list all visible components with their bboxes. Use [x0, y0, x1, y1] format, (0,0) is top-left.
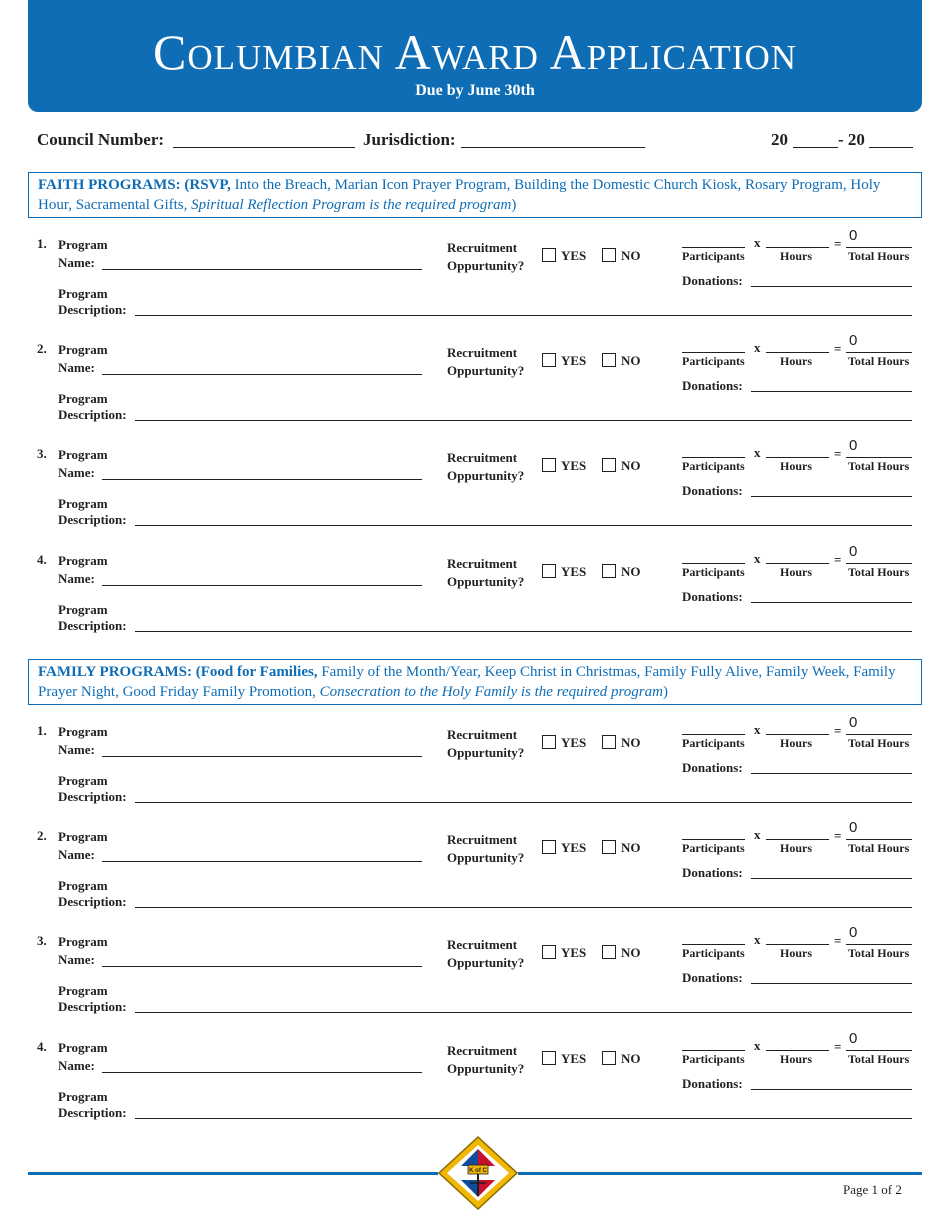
recruitment-label: Recruitment — [447, 832, 518, 847]
multiply-sign: x — [754, 551, 761, 566]
recruitment-yes-label: YES — [561, 564, 587, 579]
participants-caption: Participants — [682, 249, 745, 263]
total-hours-value: 0 — [849, 437, 858, 454]
hours-caption: Hours — [780, 1052, 813, 1066]
footer-rule-left — [28, 1172, 438, 1175]
program-name-label: Program — [58, 724, 108, 739]
donations-label: Donations: — [682, 970, 743, 985]
program-description-field[interactable] — [135, 525, 912, 526]
donations-field[interactable] — [751, 496, 912, 497]
hours-field[interactable] — [766, 944, 829, 945]
due-date: Due by June 30th — [415, 82, 535, 99]
multiply-sign: x — [754, 340, 761, 355]
emblem-text: K of C — [469, 1168, 487, 1174]
page-title: Columbian Award Application — [153, 24, 797, 80]
faith-programs-close: ) — [511, 197, 517, 213]
recruitment-label: Recruitment — [447, 556, 518, 571]
recruitment-yes-checkbox[interactable] — [542, 840, 556, 854]
recruitment-label: Recruitment — [447, 727, 518, 742]
total-hours-caption: Total Hours — [848, 946, 910, 960]
participants-caption: Participants — [682, 841, 745, 855]
program-name-field[interactable] — [102, 374, 422, 375]
participants-field[interactable] — [682, 563, 745, 564]
recruitment-yes-checkbox[interactable] — [542, 1051, 556, 1065]
hours-field[interactable] — [766, 1050, 829, 1051]
equals-sign: = — [834, 933, 842, 948]
total-hours-caption: Total Hours — [848, 459, 910, 473]
program-name-field[interactable] — [102, 269, 422, 270]
total-hours-caption: Total Hours — [848, 841, 910, 855]
hours-field[interactable] — [766, 247, 829, 248]
donations-field[interactable] — [751, 1089, 912, 1090]
hours-caption: Hours — [780, 459, 813, 473]
council-number-label: Council Number: — [37, 130, 165, 149]
recruitment-yes-checkbox[interactable] — [542, 735, 556, 749]
participants-caption: Participants — [682, 565, 745, 579]
participants-field[interactable] — [682, 839, 745, 840]
page-number: Page 1 of 2 — [843, 1182, 902, 1197]
total-hours-caption: Total Hours — [848, 354, 910, 368]
equals-sign: = — [834, 341, 842, 356]
total-hours-value: 0 — [849, 543, 858, 560]
year-separator: - 20 — [838, 130, 865, 149]
program-name-field[interactable] — [102, 861, 422, 862]
recruitment-no-label: NO — [621, 945, 641, 960]
program-name-label-2: Name: — [58, 1058, 95, 1073]
row-number: 1. — [37, 236, 47, 251]
council-number-field[interactable] — [173, 132, 355, 148]
program-description-label: Program — [58, 773, 108, 788]
program-name-field[interactable] — [102, 756, 422, 757]
multiply-sign: x — [754, 445, 761, 460]
total-hours-field[interactable] — [846, 247, 912, 248]
hours-caption: Hours — [780, 736, 813, 750]
equals-sign: = — [834, 236, 842, 251]
hours-caption: Hours — [780, 249, 813, 263]
row-number: 3. — [37, 933, 47, 948]
participants-caption: Participants — [682, 736, 745, 750]
program-name-field[interactable] — [102, 966, 422, 967]
equals-sign: = — [834, 446, 842, 461]
participants-field[interactable] — [682, 944, 745, 945]
participants-field[interactable] — [682, 247, 745, 248]
total-hours-value: 0 — [849, 819, 858, 836]
hours-caption: Hours — [780, 354, 813, 368]
faith-programs-required: Spiritual Reflection Program is the required program — [191, 197, 512, 213]
program-description-label-2: Description: — [58, 999, 127, 1014]
family-programs-close: ) — [662, 684, 668, 700]
year-start-field[interactable] — [793, 132, 838, 148]
total-hours-field[interactable] — [846, 734, 912, 735]
program-name-label: Program — [58, 342, 108, 357]
donations-label: Donations: — [682, 1076, 743, 1091]
year-prefix: 20 — [771, 130, 788, 149]
donations-label: Donations: — [682, 483, 743, 498]
program-description-label: Program — [58, 1089, 108, 1104]
participants-caption: Participants — [682, 946, 745, 960]
donations-label: Donations: — [682, 865, 743, 880]
hours-caption: Hours — [780, 565, 813, 579]
hours-field[interactable] — [766, 457, 829, 458]
program-description-label: Program — [58, 496, 108, 511]
family-programs-required: Consecration to the Holy Family is the required program — [319, 684, 663, 700]
total-hours-field[interactable] — [846, 563, 912, 564]
program-description-label-2: Description: — [58, 512, 127, 527]
donations-field[interactable] — [751, 878, 912, 879]
family-program-row-1 — [0, 714, 950, 823]
knights-of-columbus-emblem-icon — [438, 1136, 518, 1210]
recruitment-yes-checkbox[interactable] — [542, 248, 556, 262]
program-name-label-2: Name: — [58, 465, 95, 480]
recruitment-label: Recruitment — [447, 450, 518, 465]
program-name-field[interactable] — [102, 1072, 422, 1073]
header-banner — [28, 0, 922, 112]
program-name-field[interactable] — [102, 479, 422, 480]
recruitment-yes-checkbox[interactable] — [542, 945, 556, 959]
program-description-field[interactable] — [135, 420, 912, 421]
program-description-label-2: Description: — [58, 789, 127, 804]
recruitment-yes-label: YES — [561, 945, 587, 960]
total-hours-value: 0 — [849, 1030, 858, 1047]
footer-rule-right — [518, 1172, 922, 1175]
total-hours-value: 0 — [849, 227, 858, 244]
program-name-label: Program — [58, 934, 108, 949]
recruitment-yes-checkbox[interactable] — [542, 353, 556, 367]
recruitment-yes-label: YES — [561, 1051, 587, 1066]
multiply-sign: x — [754, 827, 761, 842]
hours-field[interactable] — [766, 734, 829, 735]
row-number: 3. — [37, 446, 47, 461]
program-description-label: Program — [58, 878, 108, 893]
hours-field[interactable] — [766, 839, 829, 840]
opportunity-label: Oppurtunity? — [447, 955, 525, 970]
recruitment-no-label: NO — [621, 735, 641, 750]
recruitment-yes-label: YES — [561, 840, 587, 855]
program-name-label-2: Name: — [58, 952, 95, 967]
faith-programs-lead: FAITH PROGRAMS: (RSVP, — [38, 177, 231, 193]
total-hours-field[interactable] — [846, 457, 912, 458]
participants-field[interactable] — [682, 734, 745, 735]
participants-field[interactable] — [682, 457, 745, 458]
total-hours-caption: Total Hours — [848, 565, 910, 579]
hours-field[interactable] — [766, 352, 829, 353]
recruitment-no-checkbox[interactable] — [602, 840, 616, 854]
program-description-label: Program — [58, 391, 108, 406]
total-hours-caption: Total Hours — [848, 736, 910, 750]
row-number: 4. — [37, 1039, 47, 1054]
program-description-label-2: Description: — [58, 618, 127, 633]
multiply-sign: x — [754, 235, 761, 250]
program-name-label-2: Name: — [58, 742, 95, 757]
recruitment-no-checkbox[interactable] — [602, 735, 616, 749]
faith-program-row-2 — [0, 332, 950, 441]
recruitment-no-label: NO — [621, 840, 641, 855]
row-number: 1. — [37, 723, 47, 738]
program-description-label: Program — [58, 602, 108, 617]
program-name-label: Program — [58, 829, 108, 844]
total-hours-field[interactable] — [846, 944, 912, 945]
multiply-sign: x — [754, 1038, 761, 1053]
donations-field[interactable] — [751, 983, 912, 984]
opportunity-label: Oppurtunity? — [447, 468, 525, 483]
donations-label: Donations: — [682, 589, 743, 604]
recruitment-no-checkbox[interactable] — [602, 248, 616, 262]
row-number: 2. — [37, 828, 47, 843]
recruitment-yes-checkbox[interactable] — [542, 564, 556, 578]
program-name-label: Program — [58, 553, 108, 568]
recruitment-yes-label: YES — [561, 735, 587, 750]
opportunity-label: Oppurtunity? — [447, 850, 525, 865]
recruitment-no-label: NO — [621, 564, 641, 579]
program-name-label-2: Name: — [58, 847, 95, 862]
multiply-sign: x — [754, 722, 761, 737]
recruitment-yes-label: YES — [561, 353, 587, 368]
faith-program-row-3 — [0, 437, 950, 546]
recruitment-yes-label: YES — [561, 248, 587, 263]
opportunity-label: Oppurtunity? — [447, 574, 525, 589]
program-description-label-2: Description: — [58, 894, 127, 909]
program-description-label: Program — [58, 286, 108, 301]
program-name-label-2: Name: — [58, 360, 95, 375]
total-hours-field[interactable] — [846, 352, 912, 353]
total-hours-value: 0 — [849, 714, 858, 731]
row-number: 2. — [37, 341, 47, 356]
faith-programs-header — [28, 172, 922, 218]
faith-programs-list: Into the Breach, Marian Icon Prayer Program, Building the Domestic Church Kiosk, Rosary Program, Holy Hour, Sacramental Gifts, — [38, 177, 881, 213]
donations-field[interactable] — [751, 286, 912, 287]
recruitment-no-label: NO — [621, 458, 641, 473]
program-name-label: Program — [58, 237, 108, 252]
donations-label: Donations: — [682, 760, 743, 775]
family-program-row-2 — [0, 819, 950, 928]
recruitment-no-checkbox[interactable] — [602, 945, 616, 959]
program-description-field[interactable] — [135, 1012, 912, 1013]
faith-program-row-4 — [0, 543, 950, 652]
program-description-field[interactable] — [135, 315, 912, 316]
program-description-label: Program — [58, 983, 108, 998]
family-programs-header — [28, 659, 922, 705]
opportunity-label: Oppurtunity? — [447, 258, 525, 273]
multiply-sign: x — [754, 932, 761, 947]
total-hours-value: 0 — [849, 924, 858, 941]
recruitment-label: Recruitment — [447, 240, 518, 255]
program-description-field[interactable] — [135, 907, 912, 908]
donations-field[interactable] — [751, 602, 912, 603]
program-description-label-2: Description: — [58, 407, 127, 422]
family-program-row-3 — [0, 924, 950, 1033]
program-description-label-2: Description: — [58, 302, 127, 317]
donations-label: Donations: — [682, 378, 743, 393]
jurisdiction-label: Jurisdiction: — [363, 130, 456, 149]
year-end-field[interactable] — [869, 132, 913, 148]
total-hours-field[interactable] — [846, 1050, 912, 1051]
recruitment-no-checkbox[interactable] — [602, 1051, 616, 1065]
program-description-field[interactable] — [135, 631, 912, 632]
family-programs-list: Family of the Month/Year, Keep Christ in Christmas, Family Fully Alive, Family Week, Family Prayer Night, Good Friday Family Promotion, — [38, 664, 896, 700]
hours-caption: Hours — [780, 841, 813, 855]
recruitment-no-label: NO — [621, 248, 641, 263]
recruitment-no-checkbox[interactable] — [602, 458, 616, 472]
program-description-field[interactable] — [135, 1118, 912, 1119]
row-number: 4. — [37, 552, 47, 567]
total-hours-field[interactable] — [846, 839, 912, 840]
participants-field[interactable] — [682, 352, 745, 353]
recruitment-no-checkbox[interactable] — [602, 353, 616, 367]
hours-field[interactable] — [766, 563, 829, 564]
program-description-label-2: Description: — [58, 1105, 127, 1120]
program-description-field[interactable] — [135, 802, 912, 803]
recruitment-no-label: NO — [621, 353, 641, 368]
opportunity-label: Oppurtunity? — [447, 745, 525, 760]
opportunity-label: Oppurtunity? — [447, 363, 525, 378]
program-name-label-2: Name: — [58, 255, 95, 270]
recruitment-yes-label: YES — [561, 458, 587, 473]
equals-sign: = — [834, 1039, 842, 1054]
recruitment-label: Recruitment — [447, 937, 518, 952]
participants-field[interactable] — [682, 1050, 745, 1051]
jurisdiction-field[interactable] — [461, 132, 645, 148]
participants-caption: Participants — [682, 1052, 745, 1066]
recruitment-no-checkbox[interactable] — [602, 564, 616, 578]
recruitment-yes-checkbox[interactable] — [542, 458, 556, 472]
family-programs-lead: FAMILY PROGRAMS: (Food for Families, — [38, 664, 318, 680]
equals-sign: = — [834, 552, 842, 567]
donations-field[interactable] — [751, 773, 912, 774]
recruitment-no-label: NO — [621, 1051, 641, 1066]
recruitment-label: Recruitment — [447, 345, 518, 360]
donations-label: Donations: — [682, 273, 743, 288]
program-name-label: Program — [58, 1040, 108, 1055]
hours-caption: Hours — [780, 946, 813, 960]
total-hours-caption: Total Hours — [848, 1052, 910, 1066]
participants-caption: Participants — [682, 459, 745, 473]
program-name-label: Program — [58, 447, 108, 462]
program-name-field[interactable] — [102, 585, 422, 586]
recruitment-label: Recruitment — [447, 1043, 518, 1058]
equals-sign: = — [834, 723, 842, 738]
program-name-label-2: Name: — [58, 571, 95, 586]
participants-caption: Participants — [682, 354, 745, 368]
donations-field[interactable] — [751, 391, 912, 392]
family-program-row-4 — [0, 1030, 950, 1139]
total-hours-caption: Total Hours — [848, 249, 910, 263]
total-hours-value: 0 — [849, 332, 858, 349]
equals-sign: = — [834, 828, 842, 843]
faith-program-row-1 — [0, 227, 950, 336]
opportunity-label: Oppurtunity? — [447, 1061, 525, 1076]
